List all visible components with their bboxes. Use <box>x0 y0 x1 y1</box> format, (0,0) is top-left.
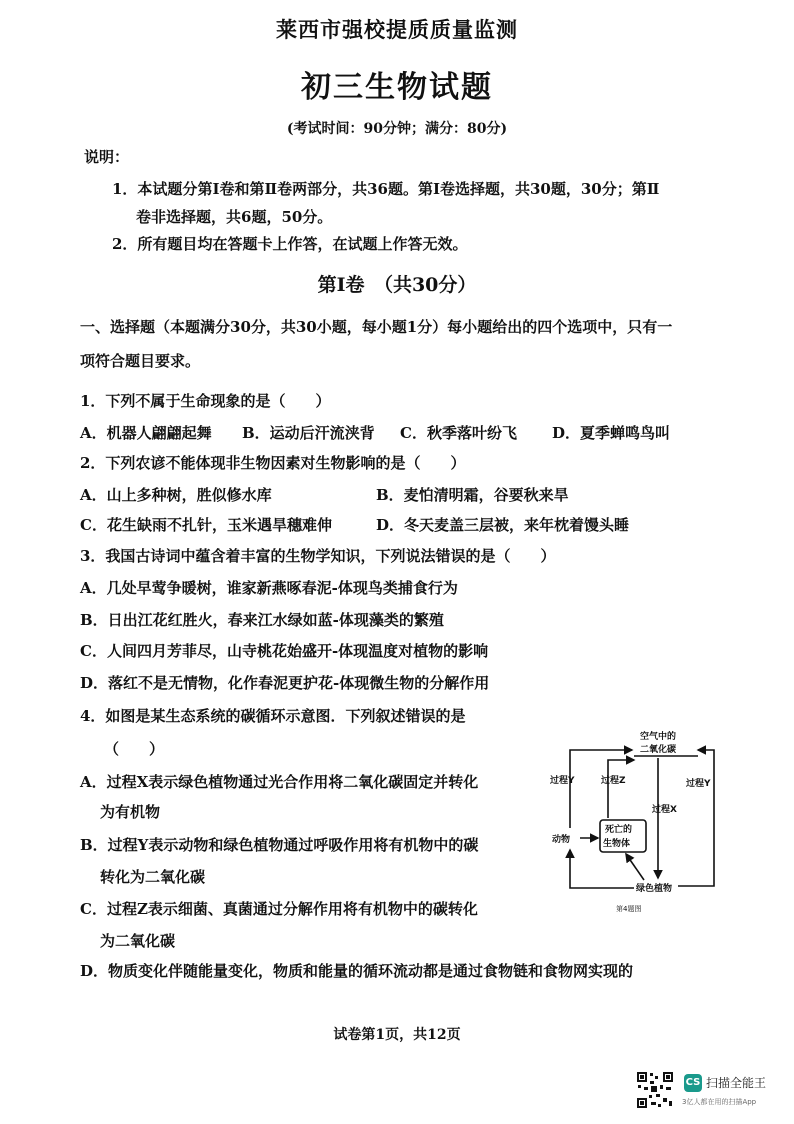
question-1-option-b: B．运动后汗流浃背 <box>242 424 375 442</box>
page-footer: 试卷第1页，共12页 <box>333 1027 461 1043</box>
question-2-option-a: A．山上多种树，胜似修水库 <box>80 486 272 504</box>
diagram-process-y-left: 过程Y <box>550 776 575 786</box>
instruction-item-1-continued: 卷非选择题，共6题，50分。 <box>136 208 333 226</box>
diagram-air-co2-label: 空气中的 <box>640 732 677 742</box>
question-2-option-c: C．花生缺雨不扎针，玉米遇旱穗难伸 <box>80 516 332 534</box>
question-3-option-d: D．落红不是无情物，化作春泥更护花-体现微生物的分解作用 <box>80 674 490 692</box>
question-4-option-d: D．物质变化伴随能量变化，物质和能量的循环流动都是通过食物链和食物网实现的 <box>80 962 634 980</box>
scanner-tagline: 3亿人都在用的扫描App <box>682 1098 757 1106</box>
instruction-item-2: 2．所有题目均在答题卡上作答，在试题上作答无效。 <box>112 235 468 253</box>
exam-subject-title: 初三生物试题 <box>301 70 493 105</box>
question-4-option-c-continued: 为二氧化碳 <box>100 932 176 950</box>
question-3-option-c: C．人间四月芳菲尽，山寺桃花始盛开-体现温度对植物的影响 <box>80 642 489 660</box>
diagram-animals-label: 动物 <box>552 835 571 845</box>
scanner-app-name: 扫描全能王 <box>706 1076 767 1090</box>
question-4-option-c: C．过程Z表示细菌、真菌通过分解作用将有机物中的碳转化 <box>80 900 478 918</box>
question-4-option-b-continued: 转化为二氧化碳 <box>100 868 206 886</box>
volume-heading: 第Ⅰ卷 （共30分） <box>317 274 477 296</box>
instruction-item-1: 1．本试题分第Ⅰ卷和第Ⅱ卷两部分，共36题。第Ⅰ卷选择题，共30题，30分；第Ⅱ <box>112 180 660 198</box>
question-3-stem: 3．我国古诗词中蕴含着丰富的生物学知识，下列说法错误的是（ ） <box>80 547 556 565</box>
diagram-process-z: 过程Z <box>601 776 626 786</box>
scanner-logo-icon: CS <box>684 1074 702 1092</box>
question-3-option-b: B．日出江花红胜火，春来江水绿如蓝-体现藻类的繁殖 <box>80 611 444 629</box>
question-1-option-d: D．夏季蝉鸣鸟叫 <box>552 424 671 442</box>
question-4-option-a: A．过程X表示绿色植物通过光合作用将二氧化碳固定并转化 <box>80 773 479 791</box>
diagram-process-y-right: 过程Y <box>686 779 711 789</box>
diagram-dead-organisms: 死亡的 <box>605 825 633 835</box>
question-2-stem: 2．下列农谚不能体现非生物因素对生物影响的是（ ） <box>80 454 466 472</box>
question-2-option-d: D．冬天麦盖三层被，来年枕着馒头睡 <box>376 516 630 534</box>
exam-time-score-info: (考试时间：90分钟；满分：80分) <box>286 121 508 137</box>
question-4-option-a-continued: 为有机物 <box>100 803 161 821</box>
diagram-caption: 第4题图 <box>616 905 642 913</box>
diagram-air-co2-label-2: 二氧化碳 <box>640 745 677 755</box>
diagram-dead-organisms-2: 生物体 <box>603 839 631 849</box>
question-1-stem: 1．下列不属于生命现象的是（ ） <box>80 392 331 410</box>
question-1-option-a: A．机器人翩翩起舞 <box>80 424 212 442</box>
qr-code-icon <box>636 1071 674 1109</box>
carbon-cycle-diagram <box>548 728 738 918</box>
question-4-option-b: B．过程Y表示动物和绿色植物通过呼吸作用将有机物中的碳 <box>80 836 479 854</box>
diagram-green-plants: 绿色植物 <box>636 884 673 894</box>
diagram-process-x: 过程X <box>652 805 677 815</box>
question-4-stem: 4．如图是某生态系统的碳循环示意图．下列叙述错误的是 <box>80 707 466 725</box>
question-3-option-a: A．几处早莺争暖树，谁家新燕啄春泥-体现鸟类捕食行为 <box>80 579 458 597</box>
exam-header-title: 莱西市强校提质质量监测 <box>276 17 518 42</box>
section-instruction: 一、选择题（本题满分30分，共30小题，每小题1分）每小题给出的四个选项中，只有一 <box>80 318 673 336</box>
question-2-option-b: B．麦怕清明霜，谷要秋来旱 <box>376 486 569 504</box>
section-instruction-continued: 项符合题目要求。 <box>80 352 201 370</box>
question-1-option-c: C．秋季落叶纷飞 <box>400 424 517 442</box>
question-4-answer-paren: （ ） <box>104 740 165 758</box>
instructions-heading: 说明： <box>84 148 130 166</box>
